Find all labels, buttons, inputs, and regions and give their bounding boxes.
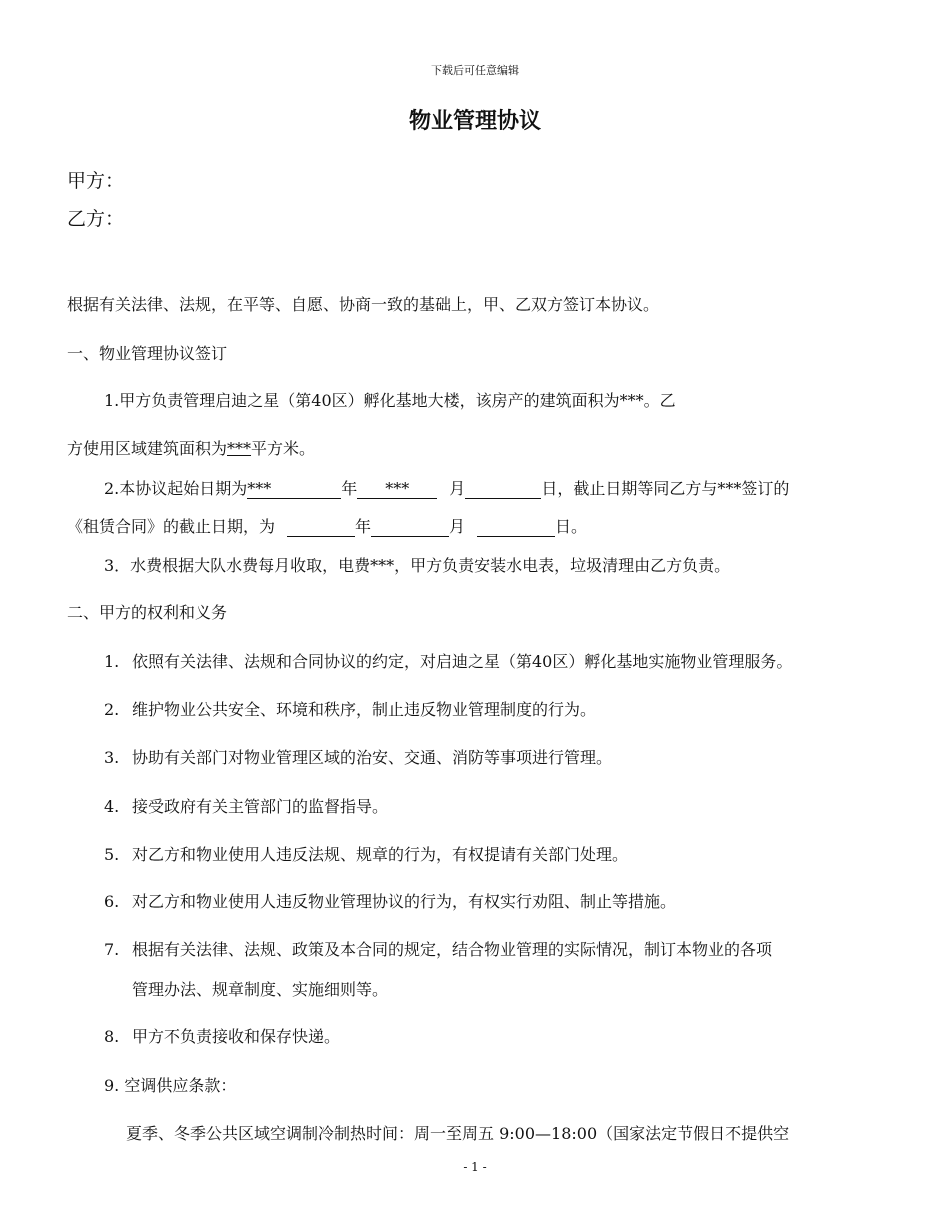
section1-item3: 3．水费根据大队水费每月收取，电费***，甲方负责安装水电表，垃圾清理由乙方负责。 — [104, 556, 731, 575]
section2-item — [104, 842, 628, 865]
start-year-blank: *** — [247, 480, 341, 499]
start-day-label: 日，截止日期等同乙方与***签订的 — [541, 479, 790, 498]
item-text: 维护物业公共安全、环境和秩序，制止违反物业管理制度的行为。 — [132, 700, 597, 719]
item2-end-prefix: 《租赁合同》的截止日期，为 — [67, 517, 276, 536]
section2-heading: 二、甲方的权利和义务 — [67, 603, 228, 622]
section1-heading: 一、物业管理协议签订 — [67, 344, 228, 363]
item-number: 8. — [104, 1027, 120, 1046]
item-number: 1. — [104, 652, 120, 671]
page-number: - 1 - — [463, 1160, 487, 1174]
party-a-label: 甲方： — [67, 170, 125, 192]
section1-item1-line1: 1.甲方负责管理启迪之星（第40区）孵化基地大楼，该房产的建筑面积为***。乙 — [104, 391, 676, 410]
section2-item — [104, 649, 792, 672]
page-title: 物业管理协议 — [408, 109, 541, 134]
item-text: 对乙方和物业使用人违反法规、规章的行为，有权提请有关部门处理。 — [132, 845, 629, 864]
section2-item — [104, 889, 676, 912]
item-number: 6. — [104, 892, 120, 911]
party-b-label: 乙方： — [67, 208, 125, 230]
item-number: 4. — [104, 797, 120, 816]
end-month-label: 月 — [449, 517, 466, 536]
section2-item — [104, 697, 596, 720]
start-year-label: 年 — [341, 479, 358, 498]
item-number: 7. — [104, 940, 120, 959]
section2-item — [104, 794, 388, 817]
item-text: 甲方不负责接收和保存快递。 — [132, 1027, 341, 1046]
item2-start-prefix: 2.本协议起始日期为 — [104, 479, 248, 498]
item-text: 接受政府有关主管部门的监督指导。 — [132, 797, 389, 816]
section2-item — [104, 1024, 340, 1047]
item-number: 2. — [104, 700, 120, 719]
section2-item — [104, 745, 612, 768]
section2-item — [104, 937, 772, 960]
section1-item1-line2 — [67, 436, 315, 459]
item-number: 5. — [104, 845, 120, 864]
start-month-blank: *** — [357, 480, 437, 499]
end-month-blank — [371, 518, 449, 537]
end-day-label: 日。 — [555, 517, 588, 536]
section1-item2-line2 — [67, 514, 587, 537]
intro-paragraph: 根据有关法律、法规，在平等、自愿、协商一致的基础上，甲、乙双方签订本协议。 — [67, 295, 660, 314]
end-year-blank — [287, 518, 355, 537]
end-day-blank — [477, 518, 555, 537]
section1-item2-line1 — [104, 476, 789, 499]
header-note: 下载后可任意编辑 — [431, 64, 519, 77]
start-month-label: 月 — [449, 479, 466, 498]
end-year-label: 年 — [355, 517, 372, 536]
section2-item9: 9. 空调供应条款： — [104, 1076, 237, 1095]
start-day-blank — [465, 480, 541, 499]
item-number: 3. — [104, 748, 120, 767]
section2-item7-continuation: 管理办法、规章制度、实施细则等。 — [132, 980, 389, 999]
item-text: 对乙方和物业使用人违反物业管理协议的行为，有权实行劝阻、制止等措施。 — [132, 892, 677, 911]
area-value: *** — [227, 439, 252, 458]
item-text: 根据有关法律、法规、政策及本合同的规定，结合物业管理的实际情况，制订本物业的各项 — [132, 940, 773, 959]
item1-line2-prefix: 方使用区域建筑面积为 — [67, 439, 228, 458]
item1-line2-suffix: 平方米。 — [251, 439, 316, 458]
section2-item9-detail: 夏季、冬季公共区域空调制冷制热时间：周一至周五 9:00—18:00（国家法定节假日不提供空 — [126, 1124, 790, 1143]
item-text: 依照有关法律、法规和合同协议的约定，对启迪之星（第40区）孵化基地实施物业管理服务。 — [132, 652, 793, 671]
item-text: 协助有关部门对物业管理区域的治安、交通、消防等事项进行管理。 — [132, 748, 613, 767]
